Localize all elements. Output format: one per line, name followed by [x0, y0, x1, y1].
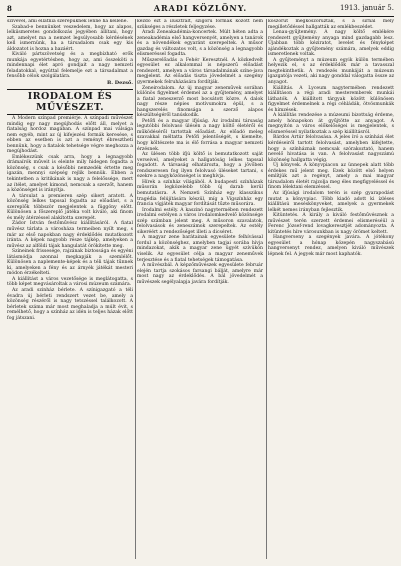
article-paragraph: Aradi Zeneakadémia-koncertek. Múlt héten adta a zeneakadémia első hangversenyét, amelyen a tanárok és a növendékek egyaránt szerepeltek. A műsor gazdag és változatos volt, s a közönség a legnagyobb elismeréssel fogadta. — [137, 30, 263, 58]
article-paragraph: A kiállítást a város vezetősége is meglátogatta, s több képet megvásároltak a városi múzeum számára. — [7, 276, 133, 288]
article-paragraph: Műszerelőadás a Fehér Keresztnél. A közkedvelt egyesület ez alkalommal is népszerű előadást rendezett, amelyen a város társadalmának színe-java megjelent. Az előadás tiszta jövedelmét a szegény gyermekek felruházására fordítják. — [137, 57, 263, 86]
issue-date: 1913. január 5. — [339, 4, 394, 12]
article-paragraph: Az ifjúsági irodalom terén is szép gyarapodást mutat a könyvpiac. Több kiadó adott ki ízléses kiállítású meséskönyveket, amelyek a gyermekek lelkét nemes irányban fejlesztik. — [268, 190, 394, 213]
article-paragraph: Színeinek frissesége, rajzának biztossága és egyéni látásmódja azonnal megkapják a szemlélőt. Különösen a naplemente-képek és a téli tájak tűnnek ki, amelyeken a fény és az árnyék játékát mesteri módon érzékelteti. — [7, 249, 133, 277]
article-paragraph: Bárdos Artúr felolvasása. A jeles író a színházi élet kérdéseiről tartott felolvasást, amelyben kifejtette, hogy a színháznak nemcsak szórakoztató, hanem nevelő hivatása is van. A felolvasást nagyszámú közönség hallgatta végig. — [268, 135, 394, 163]
article-paragraph: Kiváló pártszövetség és a megbízható erők munkája egyetértésben, hogy az, ami összeköti a mindennapi élet apró gondjait a nagy nemzeti feladatokkal, egyúttal felemelje ezt a társadalmat a fensőbb célok szolgálatára. — [7, 52, 133, 80]
article-paragraph: Szabad-e bennünket veszedelem, hogy az alapos, lelkiismeretes gondolkozás jegyében állítani, hogy azt, amelyet ma a nemzet legsúlyosabb kérdésének kell ismernünk, ha a társadalom csak egy kis áldozatot is hozna a hazáért. — [7, 24, 133, 52]
article-paragraph: Új könyvek. A könyvpiacon az ünnepek alatt több érdekes mű jelent meg. Ezek között első helyen említjük azt a regényt, amely a mai magyar társadalom életét rajzolja meg éles megfigyeléssel és finom lélektani elemzéssel. — [268, 163, 394, 191]
article-paragraph: Az ülésen több ifjú költő is bemutatkozott saját verseivel, amelyeket a hallgatóság lelkes tapssal fogadott. A társaság elhatározta, hogy a jövőben rendszeresen fog ilyen felolvasó üléseket tartani, s ezekre a nagyközönséget is meghívja. — [137, 152, 263, 180]
article-paragraph: szívével, ami ellátnia szerepüknek lenne ha kellene. — [7, 19, 128, 24]
article-signature: B. Dezső. — [107, 80, 133, 87]
article-paragraph: Irodalmi estély. A kaszinó nagytermében rendezett irodalmi estélyen a város irodalomkedvelő közönsége szép számban jelent meg. A műsoron szavalatok, felolvasások és zeneszámok szerepeltek. Az estély sikeréért a rendezőséget illeti a dicséret. — [137, 207, 263, 235]
article-paragraph: Kitüntetés. A király a kiváló festőművésznek a művészet terén szerzett érdemei elismeréséül a Ferenc József-rend lovagkeresztjét adományozta. A kitüntetés híre városunkban is nagy örömet keltett. — [268, 213, 394, 235]
column-divider — [135, 19, 136, 559]
article-paragraph: Petőfi és a magyar ifjúság. Az irodalmi társaság legutóbbi felolvasó ülésén a nagy költő életéről és működéséről tartottak előadást. Az előadó meleg szavakkal méltatta Petőfi jelentőségét, s kiemelte, hogy költészete ma is élő forrása a magyar nemzeti érzésnek. — [137, 118, 263, 152]
column-left — [7, 19, 133, 561]
column-middle — [137, 19, 263, 561]
section-heading: IRODALOM ÉS MŰVÉSZET. — [7, 89, 133, 115]
article-paragraph: Lenau-gyűjtemény. A nagy költő emlékére rendezett gyűjtemény anyaga mind gazdagabb lesz. Újabban több kéziratot, levelet és fényképet ajándékoztak a gyűjtemény számára, amelyek eddig ismeretlenek voltak. — [268, 30, 394, 58]
article-paragraph: A magyar zene barátainak egyesülete felhívással fordul a közönséghez, amelyben tagjai sorába hívja mindazokat, akik a magyar zene ügyét szívükön viselik. Az egyesület célja a magyar zeneművek terjesztése és a fiatal tehetségek támogatása. — [137, 235, 263, 263]
article-paragraph: A gyűjteményt a múzeum egyik külön termében helyezik el, s az érdeklődők már a tavasszal megtekinthetik. A rendezés munkáját a múzeum igazgatója vezeti, aki nagy gonddal válogatta össze az anyagot. — [268, 57, 394, 86]
column-right — [268, 19, 394, 561]
article-paragraph: A Modern színpad premiérje. A színpadi művészet mindig egy nagy megújhodás előtt áll, melyet a fiatalság hordoz magában. A színpad mai válsága nem egyéb, mint az új kifejezési formák keresése, s ebben az esetben is azt a reményt ébresztheti bennünk, hogy a fiatalok tehetsége végre meghozza a megújhodást. — [7, 116, 133, 155]
article-paragraph: Hírek a színház világából. A budapesti színházak műsorán legközelebb több új darab kerül bemutatásra. A Nemzeti Színház egy klasszikus tragédia felújítására készül, míg a Vígszínház egy francia vígjáték magyar fordítását tűzte műsorára. — [137, 179, 263, 208]
article-paragraph: A társulat a premieren szép sikert aratott. A közönség lelkes tapssal fogadta az előadást, s a szereplők többször megjelentek a függöny előtt. Különösen a főszereplő játéka volt kiváló, aki finom és mély átérzéssel alakította szerepét. — [7, 193, 133, 221]
article-paragraph: Kiállítás. A Lyceum nagytermében rendezett kiállításon a régi aradi mesteremberek munkái láthatók. A kiállított tárgyak között különösen figyelmet érdemelnek a régi céhládák, ötvösmunkák és hímzések. — [268, 85, 394, 113]
newspaper-title: ARADI KÖZLÖNY. — [153, 3, 248, 13]
page-header — [7, 4, 394, 17]
article-paragraph: Emlékezzünk csak arra, hogy a legnagyobb drámaírók műveit is eleinte mily hidegen fogadta a közönség, s csak a későbbi nemzedék értette meg igazán, mennyi szépség rejlik bennük. Ebben a tekintetben a kritikának is nagy a felelőssége, mert az ítélet, amelyet kimond, nemcsak a szerzőt, hanem a közönséget is irányítja. — [7, 154, 133, 194]
column-divider — [266, 19, 267, 559]
article-paragraph: Zeneirodalom. Az új magyar zeneművek sorában különös figyelmet érdemel az a gyűjtemény, amelyet a fiatal zeneszerző most bocsátott közre. A dalok nagy része népies motívumokra épül, s a hangszerelés finomsága a szerző alapos készültségéről tanúskodik. — [137, 85, 263, 119]
article-paragraph: koszorút megkoszorúzták, s a sírnál mély megilletődéssel hallgatták az emlékbeszédet. — [268, 19, 394, 30]
page-number: 8 — [7, 4, 12, 13]
article-paragraph: kezdő ezt a ilusztrált, szigorú formák között nem szükséges a részletek feljegyzése. — [137, 19, 263, 30]
article-paragraph: Az aradi szinház bérlete. A színigazgató a téli évadra új bérleti rendszert vezet be, amely a közönség részéről is nagy tetszéssel találkozott. A bérletek száma már most meghaladja a múlt évit, s remélhető, hogy a színház az idén is teljes házak előtt fog játszani. — [7, 287, 133, 321]
article-paragraph: Hangverseny a szegények javára. A jótékony egyesület a hónap közepén nagyszabású hangversenyt rendez, amelyen kiváló művészek lépnek fel. A jegyek már most kaphatók. — [268, 235, 394, 257]
article-paragraph: A művészbál. A képzőművészek egyesülete február elején tartja szokásos farsangi bálját, amelyre már most nagy az érdeklődés. A bál jövedelmét a művészek segélyalapja javára fordítják. — [137, 263, 263, 285]
article-paragraph: Zádor István festőművész kiállításáról. A fiatal művész tárlata a városháza termeiben nyílt meg, s már az első napokban nagy érdeklődés mutatkozott iránta. A képek nagyobb része tájkép, amelyeken a művész az alföldi tájak hangulatát örökítette meg. — [7, 221, 133, 249]
article-paragraph: A kiállítás rendezése a múzeumi bizottság érdeme, amely hónapokon át gyűjtötte az anyagot. A megnyitón a város előkelőségei is megjelentek, s elismeréssel nyilatkoztak a szép kiállításról. — [268, 113, 394, 135]
